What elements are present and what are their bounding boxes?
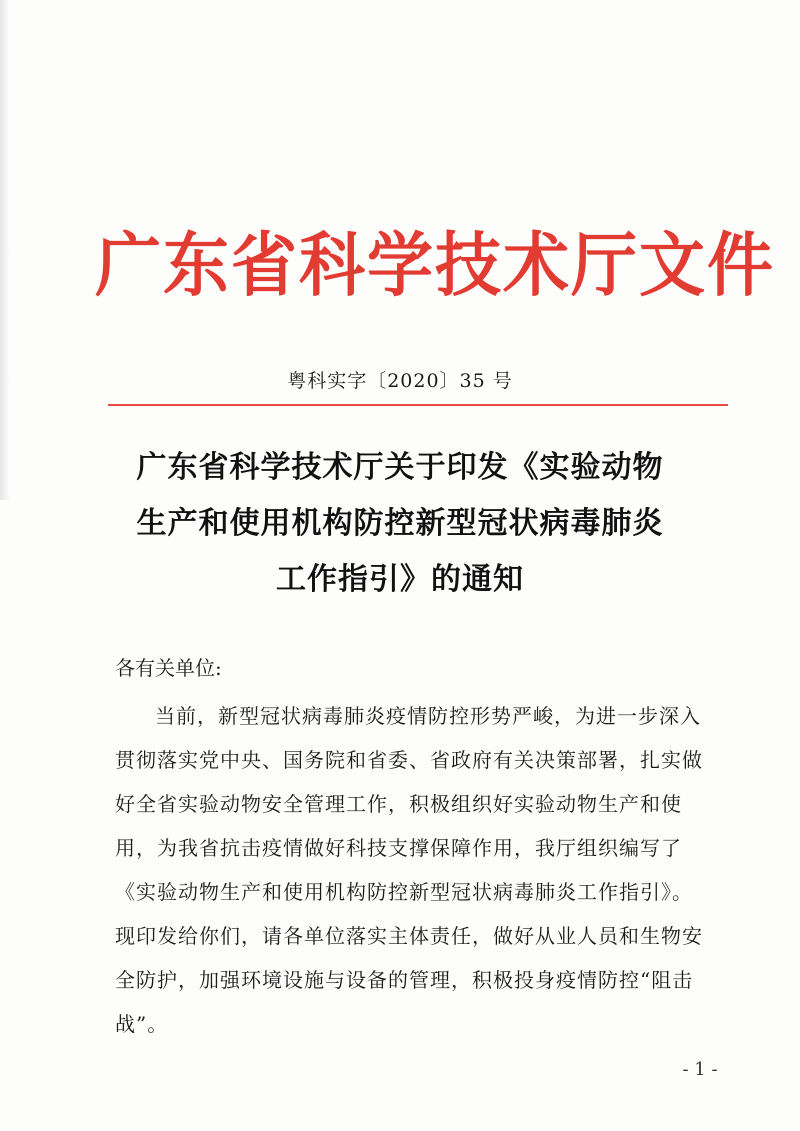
body-line: 全防护，加强环境设施与设备的管理，积极投身疫情防控“阻击: [115, 968, 694, 992]
salutation: 各有关单位:: [115, 656, 222, 680]
red-masthead: 广东省科学技术厅文件: [95, 225, 775, 306]
body-line: 《实验动物生产和使用机构防控新型冠状病毒肺炎工作指引》。: [115, 880, 693, 904]
title-line: 工作指引》的通知: [276, 562, 524, 597]
page-number: - 1 -: [682, 1059, 718, 1080]
document-number: 粤科实字〔2020〕35 号: [287, 370, 513, 392]
document-title: [110, 440, 690, 608]
red-separator-line: [108, 404, 728, 406]
title-line: 广东省科学技术厅关于印发《实验动物: [136, 450, 664, 485]
scan-edge-shadow: [0, 0, 10, 500]
body-line: 现印发给你们，请各单位落实主体责任，做好从业人员和生物安: [115, 924, 703, 948]
body-line: 战”。: [115, 1012, 169, 1036]
body-line: 当前，新型冠状病毒肺炎疫情防控形势严峻，为进一步深入: [155, 704, 701, 728]
body-line: 贯彻落实党中央、国务院和省委、省政府有关决策部署，扎实做: [115, 748, 703, 772]
body-line: 好全省实验动物安全管理工作，积极组织好实验动物生产和使: [115, 792, 682, 816]
body-line: 用，为我省抗击疫情做好科技支撑保障作用，我厅组织编写了: [115, 836, 682, 860]
body-paragraph: [115, 694, 725, 1046]
title-line: 生产和使用机构防控新型冠状病毒肺炎: [136, 506, 664, 541]
